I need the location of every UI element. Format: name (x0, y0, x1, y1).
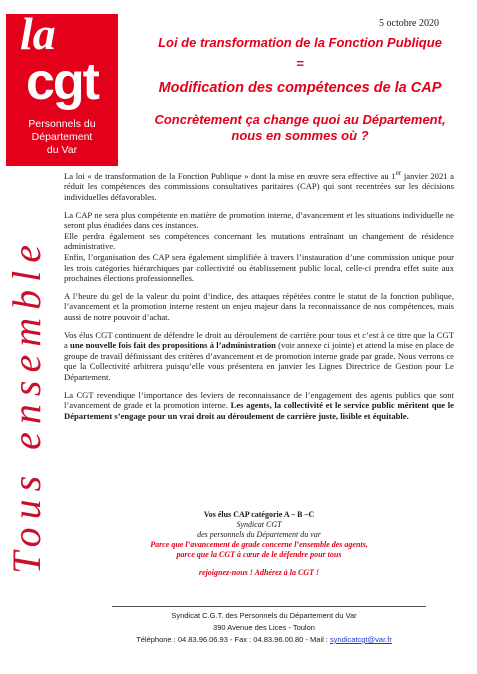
document-date: 5 octobre 2020 (379, 18, 439, 29)
signature-block (64, 510, 454, 578)
cgt-logo (6, 14, 118, 166)
logo-la: la (20, 14, 56, 59)
signature-slogan-2: parce que la CGT à cœur de le défendre pour tous (176, 550, 342, 559)
footer (64, 610, 464, 646)
footer-divider (112, 606, 426, 607)
signature-slogan-1: Parce que l’avancement de grade concerne l’ensemble des agents, (150, 540, 368, 549)
footer-contact (64, 634, 464, 646)
paragraph-intro: La loi « de transformation de la Fonction Publique » dont la mise en œuvre sera effective au 1er janvier 2021 a réduit les compétences des commissions consultatives paritaires (CAP) qui sont recentrées sur les décisions individuelles défavorables. (64, 169, 454, 203)
paragraph-cap-3: Enfin, l’organisation des CAP sera également simplifiée à travers l’instauration d’une commission unique pour les trois catégories hiérarchiques par collectivité ou établissement public local, celle-ci prendra effet suite aux prochaines élections professionnelles. (64, 252, 454, 284)
document-body (64, 168, 454, 428)
vertical-slogan-text: Tous ensemble (3, 236, 49, 574)
logo-subtitle: Personnels du Département du Var (28, 118, 96, 156)
paragraph-revendique: La CGT revendique l’importance des leviers de reconnaissance de l’engagement des agents publics que sont l’avancement de grade et la promotion interne. Les agents, la collectivité et le service public méritent que le Département s’engage pour un vrai droit au déroulement de carrière juste, lisible et équitable. (64, 389, 454, 421)
footer-phone: Téléphone : 04.83.96.06.93 (136, 635, 228, 644)
footer-org: Syndicat C.G.T. des Personnels du Département du Var (171, 611, 357, 620)
headline-equals: = (296, 56, 304, 71)
headline-line-1: Loi de transformation de la Fonction Publique (158, 35, 442, 50)
paragraph-elus: Vos élus CGT continuent de défendre le droit au déroulement de carrière pour tous et c’est à ce titre que la CGT a une nouvelle fois fait des propositions à l’administration (voir annexe ci jointe) et attend la mise en place de groupe de travail définissant des critères d’avancement et de promotion interne grade par grade. Nous verrons ce que la Collectivité arbitrera puisqu’elle vous présentera en janvier les Lignes Directrice de Gestion pour Le Département. (64, 329, 454, 382)
footer-fax: - Fax : 04.83.96.00.80 - Mail : (227, 635, 331, 644)
join-call: rejoignez-nous ! Adhérez à la CGT ! (198, 568, 320, 577)
footer-email-link[interactable]: syndicatcgt@var.fr (330, 635, 392, 644)
headline-question: Concrètement ça change quoi au Département, nous en sommes où ? (154, 112, 446, 143)
paragraph-cap-1: La CAP ne sera plus compétente en matière de promotion interne, d’avancement et les situations individuelle ne seront plus étudiées dans ces instances. (64, 209, 454, 231)
logo-cgt: cgt (26, 53, 98, 111)
paragraph-cap-2: Elle perdra également ses compétences concernant les mutations entraînant un changement de résidence administrative. (64, 230, 454, 252)
vertical-slogan (4, 180, 48, 630)
signature-personnels: des personnels du Département du var (197, 530, 321, 539)
paragraph-point-indice: A l’heure du gel de la valeur du point d’indice, des attaques répétées contre le statut de la fonction publique, l’avancement et la promotion interne restent un enjeu majeur dans la reconnaissance de nos compétences, mais aussi de notre pouvoir d’achat. (64, 290, 454, 322)
signature-syndicat: Syndicat CGT (236, 520, 282, 529)
signature-elus: Vos élus CAP catégorie A – B –C (203, 510, 315, 519)
footer-address: 390 Avenue des Lices - Toulon (213, 623, 315, 632)
headline-line-2: Modification des compétences de la CAP (158, 80, 442, 96)
